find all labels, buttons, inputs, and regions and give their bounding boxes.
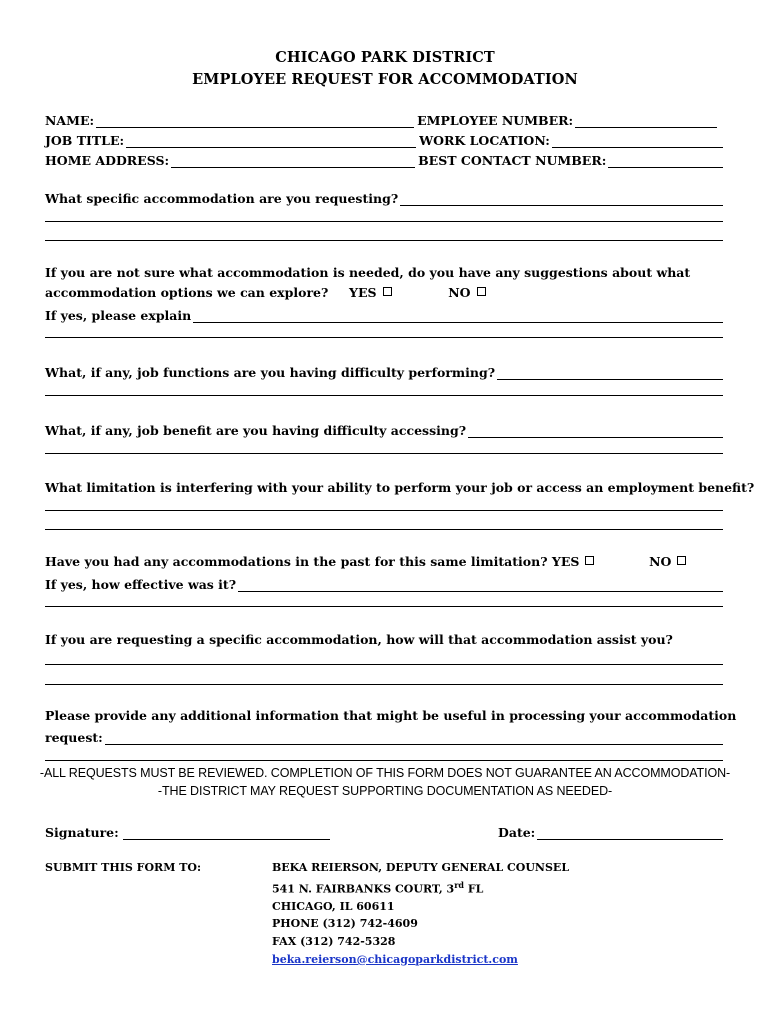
name-label: NAME:	[45, 113, 95, 128]
job-title-label: JOB TITLE:	[45, 133, 125, 148]
q6-effective-row	[45, 574, 723, 592]
q5-answer-line-3[interactable]	[45, 529, 723, 530]
form-title: EMPLOYEE REQUEST FOR ACCOMMODATION	[192, 71, 578, 88]
q2-yes-checkbox[interactable]	[383, 287, 392, 296]
work-location-field[interactable]	[552, 134, 723, 148]
q2-options-line	[45, 286, 723, 300]
q7-label: If you are requesting a specific accommodation, how will that accommodation assist you?	[45, 632, 673, 647]
contact-name: BEKA REIERSON, DEPUTY GENERAL COUNSEL	[272, 861, 570, 874]
q6-yes-label: YES	[551, 554, 580, 569]
job-title-field[interactable]	[126, 134, 416, 148]
date-field[interactable]	[537, 826, 723, 840]
work-location-label: WORK LOCATION:	[419, 133, 550, 148]
q2-explain-label: If yes, please explain	[45, 308, 192, 323]
fax-number: FAX (312) 742-5328	[272, 935, 396, 949]
best-contact-number-field[interactable]	[608, 154, 723, 168]
q6-no-label: NO	[649, 554, 672, 569]
q5-row	[45, 477, 755, 495]
organization-title: CHICAGO PARK DISTRICT	[275, 49, 495, 66]
q4-label: What, if any, job benefit are you having difficulty accessing?	[45, 423, 467, 438]
q1-label: What specific accommodation are you requesting?	[45, 191, 399, 206]
email-link[interactable]: beka.reierson@chicagoparkdistrict.com	[272, 952, 518, 966]
city-state-zip: CHICAGO, IL 60611	[272, 899, 395, 913]
employee-number-field[interactable]	[575, 114, 717, 128]
q6-effective-label: If yes, how effective was it?	[45, 577, 237, 592]
q6-answer-line-2[interactable]	[45, 606, 723, 607]
q5-label: What limitation is interfering with your ability to perform your job or access an employment benefit?	[45, 480, 755, 495]
q6-options-line	[45, 555, 723, 569]
q6-effective-field[interactable]	[238, 578, 723, 592]
q1-row	[45, 188, 723, 206]
documentation-notice: -THE DISTRICT MAY REQUEST SUPPORTING DOCUMENTATION AS NEEDED-	[157, 784, 613, 798]
q7-answer-line-1[interactable]	[45, 664, 723, 665]
q2-no-checkbox[interactable]	[477, 287, 486, 296]
q2-label-line2: accommodation options we can explore?	[45, 285, 329, 300]
q6-label: Have you had any accommodations in the past for this same limitation?	[45, 554, 548, 569]
q4-row	[45, 420, 723, 438]
q6-yes-checkbox[interactable]	[585, 556, 594, 565]
q2-answer-line-2[interactable]	[45, 337, 723, 338]
street-address: 541 N. FAIRBANKS COURT, 3rd FL	[272, 879, 484, 896]
signature-label: Signature:	[45, 825, 119, 840]
date-row	[498, 822, 723, 840]
q1-answer-line-3[interactable]	[45, 240, 723, 241]
q1-field[interactable]	[400, 192, 723, 206]
submit-address-block	[272, 859, 569, 968]
q6-no-checkbox[interactable]	[677, 556, 686, 565]
job-title-row	[45, 130, 723, 148]
q4-field[interactable]	[468, 424, 723, 438]
q8-row	[45, 727, 723, 745]
home-address-field[interactable]	[171, 154, 415, 168]
q2-yes-label: YES	[349, 285, 377, 300]
date-label: Date:	[498, 825, 536, 840]
q8-label-line2: request:	[45, 730, 103, 745]
q2-explain-row	[45, 305, 723, 323]
q2-explain-field[interactable]	[193, 309, 723, 323]
q7-answer-line-2[interactable]	[45, 684, 723, 685]
q2-no-label: NO	[448, 285, 471, 300]
review-notice: -ALL REQUESTS MUST BE REVIEWED. COMPLETION OF THIS FORM DOES NOT GUARANTEE AN ACCOMMODATION-	[39, 766, 731, 780]
q1-answer-line-2[interactable]	[45, 221, 723, 222]
phone-number: PHONE (312) 742-4609	[272, 917, 418, 931]
q8-answer-line-2[interactable]	[45, 760, 723, 761]
submit-label: SUBMIT THIS FORM TO:	[45, 861, 202, 874]
name-row	[45, 110, 723, 128]
signature-row	[45, 822, 330, 840]
q8-field[interactable]	[105, 731, 723, 745]
q3-answer-line-2[interactable]	[45, 395, 723, 396]
q2-label-line1: If you are not sure what accommodation is needed, do you have any suggestions about what	[45, 265, 691, 280]
home-address-row	[45, 150, 723, 168]
home-address-label: HOME ADDRESS:	[45, 153, 170, 168]
q3-label: What, if any, job functions are you having difficulty performing?	[45, 365, 496, 380]
q4-answer-line-2[interactable]	[45, 453, 723, 454]
name-field[interactable]	[96, 114, 414, 128]
q3-field[interactable]	[497, 366, 723, 380]
best-contact-number-label: BEST CONTACT NUMBER:	[418, 153, 607, 168]
q3-row	[45, 362, 723, 380]
q8-label-line1: Please provide any additional information that might be useful in processing your accommodation	[45, 708, 737, 723]
signature-field[interactable]	[123, 826, 330, 840]
q5-answer-line-2[interactable]	[45, 510, 723, 511]
employee-number-label: EMPLOYEE NUMBER:	[417, 113, 574, 128]
